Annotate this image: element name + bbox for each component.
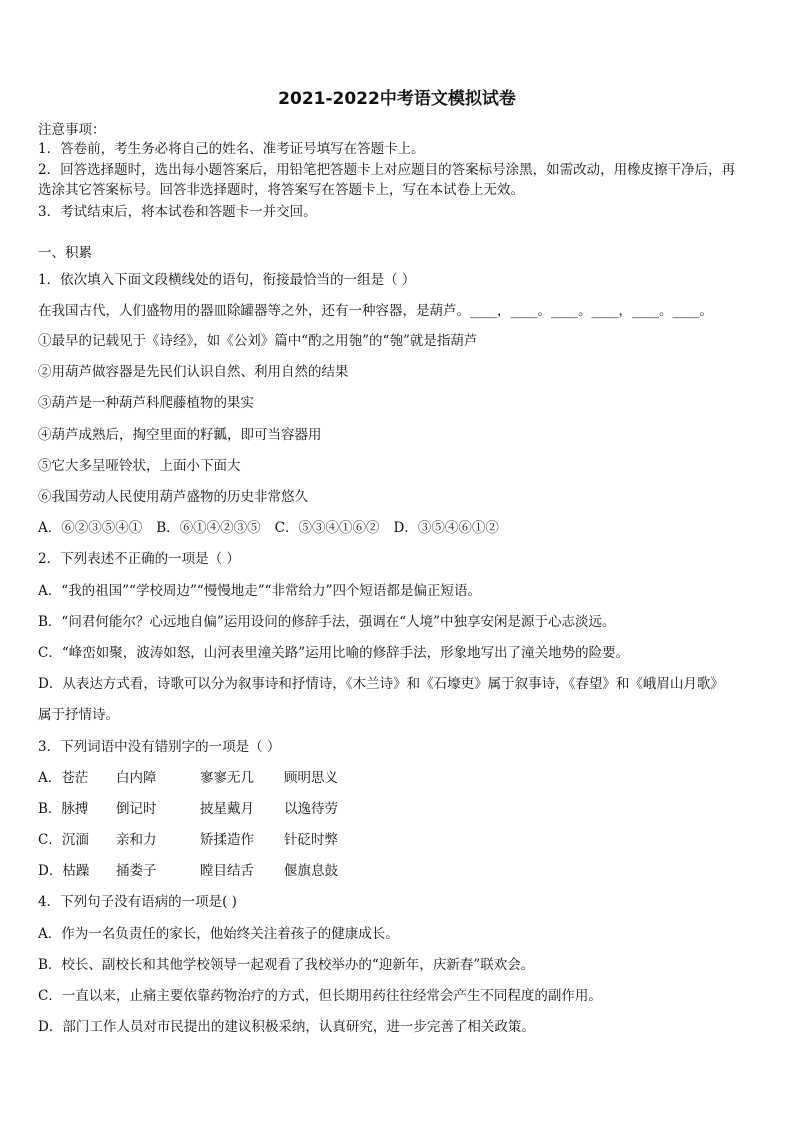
q3-c-word-1: C．沉湎 <box>38 832 89 848</box>
q4-option-d: D．部门工作人员对市民提出的建议积极采纳，认真研究，进一步完善了相关政策。 <box>38 1019 535 1035</box>
q3-d-word-2: 捅娄子 <box>116 863 157 879</box>
q1-choice-d: D．③⑤④⑥①② <box>393 520 499 536</box>
section-heading: 一、积累 <box>38 245 92 261</box>
q3-stem: 3．下列词语中没有错别字的一项是（ ） <box>38 739 281 755</box>
q3-row-a <box>38 768 760 788</box>
q1-passage: 在我国古代，人们盛物用的器皿除罐器等之外，还有一种容器，是葫芦。____，____。____。____，____。____。 <box>38 303 713 319</box>
q2-option-c: C．“峰峦如聚，波涛如怒，山河表里潼关路”运用比喻的修辞手法，形象地写出了潼关地势的险要。 <box>38 645 630 661</box>
q1-choice-c: C．⑤③④①⑥② <box>274 520 380 536</box>
q2-stem: 2．下列表述不正确的一项是（ ） <box>38 551 240 567</box>
q1-stem: 1．依次填入下面文段横线处的语句，衔接最恰当的一组是（ ） <box>38 272 416 288</box>
q3-b-word-2: 倒记时 <box>116 801 157 817</box>
notice-item-2: 2．回答选择题时，选出每小题答案后，用铅笔把答题卡上对应题目的答案标号涂黑，如需改动，用橡皮擦干净后，再 <box>38 162 736 178</box>
q3-a-word-2: 白内障 <box>116 770 157 786</box>
q3-a-word-4: 顾明思义 <box>284 770 338 786</box>
q2-option-a: A．“我的祖国”“学校周边”“慢慢地走”“非常给力”四个短语都是偏正短语。 <box>38 583 481 599</box>
q2-option-d-cont: 属于抒情诗。 <box>38 707 119 723</box>
q3-b-word-3: 披星戴月 <box>200 801 254 817</box>
q3-row-b <box>38 799 760 819</box>
q2-option-b: B．“问君何能尔？心远地自偏”运用设问的修辞手法，强调在“人境”中独享安闲是源于心志淡远。 <box>38 614 616 630</box>
q1-sentence-6: ⑥我国劳动人民使用葫芦盛物的历史非常悠久 <box>38 489 308 505</box>
q1-sentence-2: ②用葫芦做容器是先民们认识自然、利用自然的结果 <box>38 364 349 380</box>
q1-choice-b: B．⑥①④②③⑤ <box>156 520 261 536</box>
q1-sentence-4: ④葫芦成熟后，掏空里面的籽瓤，即可当容器用 <box>38 427 322 443</box>
exam-title: 2021-2022中考语文模拟试卷 <box>278 89 516 109</box>
q3-row-d <box>38 861 760 881</box>
q1-choices <box>38 518 760 538</box>
q4-stem: 4．下列句子没有语病的一项是( ) <box>38 894 237 910</box>
q3-b-word-4: 以逸待劳 <box>284 801 338 817</box>
q4-option-a: A．作为一名负责任的家长，他始终关注着孩子的健康成长。 <box>38 926 399 942</box>
q4-option-c: C．一直以来，止痛主要依靠药物治疗的方式，但长期用药往往经常会产生不同程度的副作用。 <box>38 988 602 1004</box>
q2-option-d: D．从表达方式看，诗歌可以分为叙事诗和抒情诗，《木兰诗》和《石壕吏》属于叙事诗，《春望》和《峨眉山月歌》 <box>38 676 724 692</box>
q3-b-word-1: B．脉搏 <box>38 801 89 817</box>
q3-c-word-4: 针砭时弊 <box>284 832 338 848</box>
q3-c-word-2: 亲和力 <box>116 832 157 848</box>
q3-a-word-1: A．苍茫 <box>38 770 89 786</box>
q3-c-word-3: 矫揉造作 <box>200 832 254 848</box>
q1-sentence-5: ⑤它大多呈哑铃状，上面小下面大 <box>38 458 241 474</box>
q1-sentence-1: ①最早的记载见于《诗经》，如《公刘》篇中“酌之用匏”的“匏”就是指葫芦 <box>38 333 478 349</box>
q1-choice-a: A．⑥②③⑤④① <box>38 520 143 536</box>
q3-d-word-1: D．枯躁 <box>38 863 90 879</box>
q3-d-word-4: 偃旗息鼓 <box>284 863 338 879</box>
notice-item-1: 1．答卷前，考生务必将自己的姓名、准考证号填写在答题卡上。 <box>38 141 425 157</box>
q3-row-c <box>38 830 760 850</box>
q3-d-word-3: 瞠目结舌 <box>200 863 254 879</box>
notice-item-3: 3．考试结束后，将本试卷和答题卡一并交回。 <box>38 204 317 220</box>
q4-option-b: B．校长、副校长和其他学校领导一起观看了我校举办的“迎新年，庆新春”联欢会。 <box>38 957 535 973</box>
notice-item-2-cont: 选涂其它答案标号。回答非选择题时，将答案写在答题卡上，写在本试卷上无效。 <box>38 182 524 198</box>
notice-heading: 注意事项： <box>38 122 106 138</box>
q3-a-word-3: 寥寥无几 <box>200 770 254 786</box>
q1-sentence-3: ③葫芦是一种葫芦科爬藤植物的果实 <box>38 395 254 411</box>
